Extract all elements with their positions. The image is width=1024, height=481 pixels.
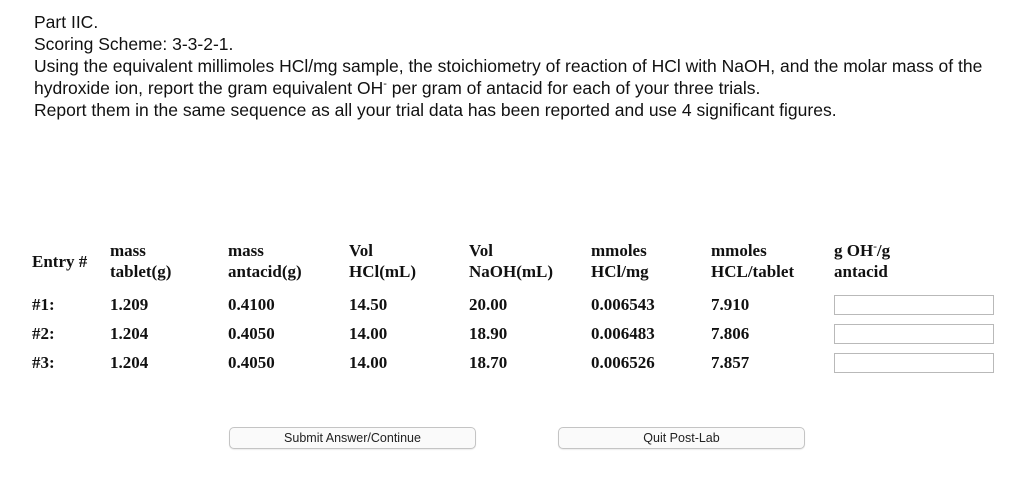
answer-input-trial-1[interactable] [834, 295, 994, 315]
header-mass-antacid [228, 240, 349, 290]
cell-vol-hcl: 14.50 [349, 294, 388, 314]
part-title: Part IIC. [34, 12, 99, 32]
scoring-scheme: Scoring Scheme: 3-3-2-1. [34, 34, 234, 54]
cell-entry: #1: [32, 294, 55, 314]
cell-answer [834, 348, 999, 377]
cell-vol-hcl: 14.00 [349, 323, 388, 343]
instruction-text [34, 55, 994, 99]
cell-mmoles-tablet: 7.806 [711, 323, 750, 343]
instruction-text-main: Using the equivalent millimoles HCl/mg sample, the stoichiometry of reaction of HCl with NaOH, and the molar mass of the hydroxide ion, report the gram equivalent OH [34, 56, 983, 98]
header-mmoles-hcl-tablet [711, 240, 834, 290]
table-header-row [32, 240, 999, 290]
cell-answer [834, 290, 999, 319]
trial-data-table [32, 240, 999, 377]
header-g-oh-per-g [834, 240, 999, 290]
header-goh-superscript: - [873, 240, 877, 253]
cell-mmoles-mg: 0.006543 [591, 294, 655, 314]
instruction-superscript: - [383, 78, 387, 91]
header-mmoles-tablet-line2: HCL/tablet [711, 262, 795, 281]
header-mmoles-hcl-mg [591, 240, 711, 290]
header-goh-line1: g OH [834, 241, 874, 260]
table-row [32, 319, 999, 348]
header-vol-naoh [469, 240, 591, 290]
cell-vol-naoh: 18.70 [469, 352, 508, 372]
header-goh-line1-tail: /g [876, 241, 891, 260]
cell-mmoles-mg: 0.006526 [591, 352, 655, 372]
cell-mmoles-tablet: 7.910 [711, 294, 750, 314]
table-row [32, 348, 999, 377]
header-mmoles-tablet-line1: mmoles [711, 241, 767, 260]
table-row [32, 290, 999, 319]
header-mass-tablet-line1: mass [110, 241, 146, 260]
header-mass-tablet-line2: tablet(g) [110, 262, 172, 281]
answer-input-trial-2[interactable] [834, 324, 994, 344]
quit-post-lab-button[interactable]: Quit Post-Lab [558, 427, 805, 449]
header-goh-line2: antacid [834, 262, 888, 281]
instructions [34, 11, 994, 121]
header-vol-hcl-line2: HCl(mL) [349, 262, 417, 281]
header-entry [32, 240, 110, 290]
cell-mass-antacid: 0.4050 [228, 352, 275, 372]
cell-mmoles-tablet: 7.857 [711, 352, 750, 372]
cell-mmoles-mg: 0.006483 [591, 323, 655, 343]
header-mmoles-mg-line1: mmoles [591, 241, 647, 260]
cell-mass-tablet: 1.209 [110, 294, 149, 314]
cell-mass-tablet: 1.204 [110, 323, 149, 343]
cell-answer [834, 319, 999, 348]
header-vol-hcl [349, 240, 469, 290]
header-mass-tablet [110, 240, 228, 290]
cell-vol-naoh: 20.00 [469, 294, 508, 314]
header-vol-naoh-line1: Vol [469, 241, 493, 260]
cell-vol-hcl: 14.00 [349, 352, 388, 372]
header-mass-antacid-line1: mass [228, 241, 264, 260]
header-entry-label: Entry # [32, 251, 88, 271]
cell-mass-tablet: 1.204 [110, 352, 149, 372]
header-vol-naoh-line2: NaOH(mL) [469, 262, 554, 281]
cell-vol-naoh: 18.90 [469, 323, 508, 343]
instruction-text-tail: per gram of antacid for each of your three trials. [386, 78, 761, 98]
sequence-instruction: Report them in the same sequence as all your trial data has been reported and use 4 significant figures. [34, 100, 837, 120]
cell-mass-antacid: 0.4100 [228, 294, 275, 314]
header-vol-hcl-line1: Vol [349, 241, 373, 260]
header-mmoles-mg-line2: HCl/mg [591, 262, 649, 281]
header-mass-antacid-line2: antacid(g) [228, 262, 302, 281]
cell-entry: #2: [32, 323, 55, 343]
submit-answer-button[interactable]: Submit Answer/Continue [229, 427, 476, 449]
answer-input-trial-3[interactable] [834, 353, 994, 373]
cell-mass-antacid: 0.4050 [228, 323, 275, 343]
cell-entry: #3: [32, 352, 55, 372]
